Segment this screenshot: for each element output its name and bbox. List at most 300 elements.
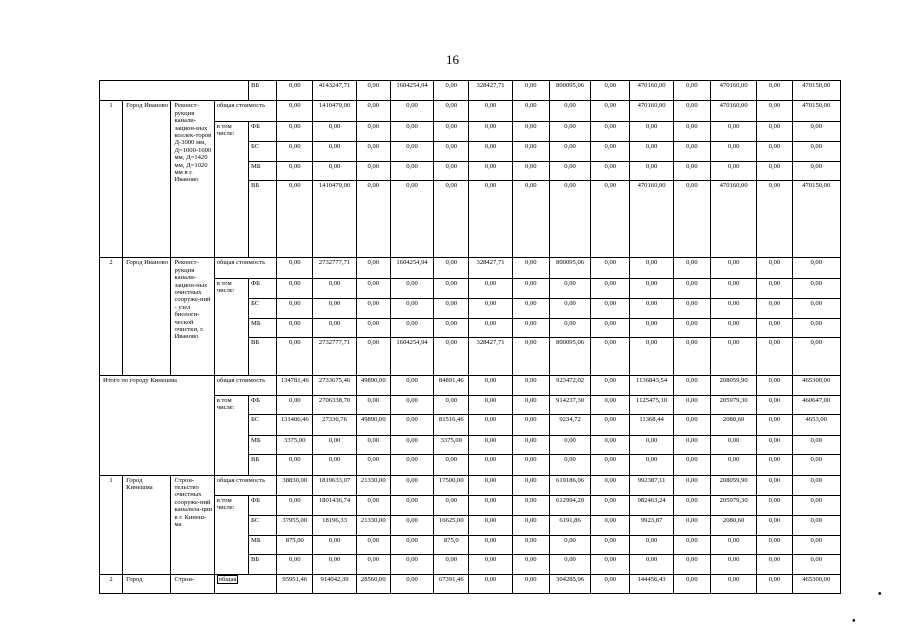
value-cell: 0,00 [549, 435, 590, 454]
blank-cell [100, 81, 249, 101]
value-cell: 1136843,54 [630, 375, 673, 395]
value-cell: 0,00 [757, 396, 792, 415]
value-cell: 0,00 [469, 516, 512, 535]
value-cell: 875,00 [277, 535, 313, 554]
value-cell: 0,00 [356, 180, 390, 258]
value-cell: 0,00 [710, 435, 756, 454]
value-cell: 0,00 [313, 299, 356, 318]
value-cell: 0,00 [792, 516, 840, 535]
value-cell: 0,00 [434, 81, 469, 101]
value-cell: 0,00 [757, 516, 792, 535]
value-cell: 17500,00 [434, 475, 469, 495]
value-cell: 0,00 [630, 161, 673, 180]
value-cell: 0,00 [673, 258, 710, 278]
value-cell: 0,00 [390, 121, 433, 141]
value-cell: 0,00 [549, 142, 590, 161]
value-cell: 0,00 [549, 455, 590, 475]
value-cell: 0,00 [512, 516, 549, 535]
value-cell: 0,00 [673, 101, 710, 121]
value-cell: 0,00 [277, 318, 313, 337]
value-cell: 0,00 [710, 258, 756, 278]
value-cell: 0,00 [434, 396, 469, 415]
value-cell: 0,00 [630, 535, 673, 554]
value-cell: 208059,90 [710, 475, 756, 495]
value-cell: 0,00 [469, 318, 512, 337]
value-cell: 0,00 [469, 396, 512, 415]
value-cell: 1801436,74 [313, 496, 356, 516]
value-cell: 0,00 [757, 415, 792, 435]
value-cell: 0,00 [673, 299, 710, 318]
value-cell: 0,00 [313, 435, 356, 454]
value-cell: 470160,00 [710, 81, 756, 101]
value-cell: 0,00 [512, 455, 549, 475]
value-cell: 16625,00 [434, 516, 469, 535]
value-cell: 0,00 [356, 101, 390, 121]
fin-source-cell: ФБ [248, 396, 276, 415]
value-cell: 304285,96 [549, 574, 590, 593]
item-number: 2 [100, 574, 123, 593]
value-cell: 0,00 [591, 101, 630, 121]
value-cell: 470150,00 [792, 81, 840, 101]
value-cell: 923472,02 [549, 375, 590, 395]
value-cell: 0,00 [757, 258, 792, 278]
total-cost-label: общая стоимость [214, 375, 276, 395]
value-cell: 0,00 [549, 161, 590, 180]
value-cell: 0,00 [356, 299, 390, 318]
value-cell: 0,00 [512, 180, 549, 258]
value-cell: 0,00 [591, 258, 630, 278]
value-cell: 0,00 [469, 375, 512, 395]
value-cell: 0,00 [356, 535, 390, 554]
value-cell: 37955,00 [277, 516, 313, 535]
value-cell: 0,00 [512, 337, 549, 375]
project-description: Строи-тельство очистных сооруже-ний канализа-ции в г. Кинеш-ма [171, 475, 214, 574]
value-cell: 0,00 [434, 142, 469, 161]
value-cell: 0,00 [356, 555, 390, 574]
value-cell: 0,00 [277, 161, 313, 180]
value-cell: 2080,60 [710, 516, 756, 535]
value-cell: 0,00 [390, 435, 433, 454]
value-cell: 0,00 [356, 496, 390, 516]
value-cell: 0,00 [434, 161, 469, 180]
value-cell: 0,00 [591, 396, 630, 415]
value-cell: 328427,71 [469, 337, 512, 375]
value-cell: 2732777,71 [313, 258, 356, 278]
fin-source-cell: ВБ [248, 337, 276, 375]
item-number: 1 [100, 475, 123, 574]
project-description: Реконст-рукция канали-зацион-ных очистных сооруже-ний - узел биологи-ческой очистки, г. Иваново [171, 258, 214, 375]
value-cell: 0,00 [313, 555, 356, 574]
value-cell: 0,00 [434, 318, 469, 337]
value-cell: 0,00 [591, 555, 630, 574]
value-cell: 0,00 [710, 299, 756, 318]
value-cell: 982463,24 [630, 496, 673, 516]
value-cell: 0,00 [313, 535, 356, 554]
table-row [100, 101, 841, 121]
value-cell: 0,00 [792, 475, 840, 495]
value-cell: 0,00 [591, 475, 630, 495]
value-cell: 0,00 [356, 161, 390, 180]
fin-source-cell: ФБ [248, 278, 276, 298]
value-cell: 0,00 [469, 142, 512, 161]
value-cell: 0,00 [512, 121, 549, 141]
value-cell: 0,00 [512, 555, 549, 574]
value-cell: 328427,71 [469, 81, 512, 101]
total-cost-label: общая стоимость [214, 258, 276, 278]
value-cell: 0,00 [434, 299, 469, 318]
value-cell: 0,00 [434, 180, 469, 258]
value-cell: 2080,60 [710, 415, 756, 435]
value-cell: 0,00 [710, 121, 756, 141]
value-cell: 0,00 [792, 455, 840, 475]
value-cell: 1125475,10 [630, 396, 673, 415]
value-cell: 0,00 [469, 475, 512, 495]
value-cell: 0,00 [792, 278, 840, 298]
value-cell: 67391,46 [434, 574, 469, 593]
value-cell: 0,00 [512, 258, 549, 278]
value-cell: 0,00 [356, 396, 390, 415]
table-row [100, 258, 841, 278]
total-cost-label [214, 574, 276, 593]
value-cell: 0,00 [673, 121, 710, 141]
value-cell: 0,00 [591, 142, 630, 161]
value-cell: 0,00 [390, 574, 433, 593]
value-cell: 0,00 [549, 180, 590, 258]
value-cell: 0,00 [512, 574, 549, 593]
table-row [100, 574, 841, 593]
value-cell: 0,00 [673, 81, 710, 101]
value-cell: 0,00 [591, 455, 630, 475]
value-cell: 1410470,00 [313, 101, 356, 121]
value-cell: 0,00 [277, 496, 313, 516]
value-cell: 470160,00 [710, 180, 756, 258]
value-cell: 0,00 [469, 121, 512, 141]
value-cell: 0,00 [512, 142, 549, 161]
value-cell: 0,00 [549, 535, 590, 554]
value-cell: 0,00 [757, 142, 792, 161]
value-cell: 1604254,94 [390, 258, 433, 278]
value-cell: 9923,87 [630, 516, 673, 535]
value-cell: 0,00 [757, 101, 792, 121]
value-cell: 0,00 [630, 435, 673, 454]
value-cell: 0,00 [792, 337, 840, 375]
value-cell: 134781,46 [277, 375, 313, 395]
value-cell: 0,00 [591, 496, 630, 516]
value-cell: 0,00 [549, 299, 590, 318]
value-cell: 0,00 [757, 180, 792, 258]
location-cell: Город [123, 574, 171, 593]
value-cell: 0,00 [757, 555, 792, 574]
value-cell: 0,00 [277, 180, 313, 258]
value-cell: 470150,00 [792, 101, 840, 121]
value-cell: 0,00 [630, 555, 673, 574]
fin-source-cell: ФБ [248, 496, 276, 516]
value-cell: 800095,06 [549, 81, 590, 101]
value-cell: 0,00 [673, 142, 710, 161]
value-cell: 0,00 [277, 299, 313, 318]
value-cell: 0,00 [630, 455, 673, 475]
fin-source-cell: ВБ [248, 180, 276, 258]
value-cell: 0,00 [710, 555, 756, 574]
value-cell: 0,00 [434, 337, 469, 375]
value-cell: 4143247,71 [313, 81, 356, 101]
value-cell: 0,00 [390, 101, 433, 121]
value-cell: 0,00 [673, 278, 710, 298]
value-cell: 0,00 [673, 396, 710, 415]
value-cell: 0,00 [434, 555, 469, 574]
value-cell: 0,00 [591, 161, 630, 180]
city-total-label: Итого по городу Кинешма [100, 375, 215, 475]
value-cell: 0,00 [792, 121, 840, 141]
value-cell: 0,00 [673, 318, 710, 337]
value-cell: 0,00 [673, 535, 710, 554]
value-cell: 0,00 [469, 435, 512, 454]
value-cell: 0,00 [390, 278, 433, 298]
item-number: 1 [100, 101, 123, 258]
value-cell: 0,00 [591, 535, 630, 554]
value-cell: 0,00 [673, 435, 710, 454]
value-cell: 0,00 [469, 415, 512, 435]
value-cell: 6191,86 [549, 516, 590, 535]
value-cell: 0,00 [277, 555, 313, 574]
value-cell: 3375,00 [434, 435, 469, 454]
value-cell: 0,00 [277, 337, 313, 375]
value-cell: 0,00 [792, 496, 840, 516]
fin-source-cell: МБ [248, 535, 276, 554]
value-cell: 0,00 [792, 258, 840, 278]
value-cell: 0,00 [710, 142, 756, 161]
financing-table [99, 80, 841, 594]
value-cell: 0,00 [630, 258, 673, 278]
value-cell: 3375,00 [277, 435, 313, 454]
location-cell: Город Кинешма [123, 475, 171, 574]
value-cell: 0,00 [390, 415, 433, 435]
value-cell: 0,00 [390, 142, 433, 161]
value-cell: 0,00 [313, 142, 356, 161]
value-cell: 0,00 [591, 435, 630, 454]
value-cell: 9234,72 [549, 415, 590, 435]
value-cell: 0,00 [356, 278, 390, 298]
value-cell: 0,00 [710, 574, 756, 593]
value-cell: 0,00 [512, 161, 549, 180]
value-cell: 1604254,94 [390, 337, 433, 375]
value-cell: 0,00 [710, 318, 756, 337]
value-cell: 1410470,00 [313, 180, 356, 258]
value-cell: 460647,00 [792, 396, 840, 415]
value-cell: 0,00 [757, 161, 792, 180]
value-cell: 0,00 [673, 455, 710, 475]
value-cell: 0,00 [434, 278, 469, 298]
value-cell: 0,00 [434, 121, 469, 141]
value-cell: 914237,30 [549, 396, 590, 415]
incl-label: в том числе: [214, 496, 248, 575]
fin-source-cell: ВБ [248, 555, 276, 574]
fin-source-cell: МБ [248, 318, 276, 337]
value-cell: 0,00 [757, 435, 792, 454]
value-cell: 11368,44 [630, 415, 673, 435]
value-cell: 0,00 [630, 318, 673, 337]
value-cell: 0,00 [710, 455, 756, 475]
stray-mark: • [878, 589, 882, 600]
value-cell: 0,00 [673, 496, 710, 516]
value-cell: 0,00 [390, 180, 433, 258]
value-cell: 0,00 [390, 516, 433, 535]
value-cell: 0,00 [469, 278, 512, 298]
value-cell: 0,00 [630, 278, 673, 298]
value-cell: 612994,20 [549, 496, 590, 516]
value-cell: 81516,46 [434, 415, 469, 435]
value-cell: 0,00 [549, 121, 590, 141]
value-cell: 0,00 [673, 337, 710, 375]
value-cell: 0,00 [512, 535, 549, 554]
value-cell: 38830,00 [277, 475, 313, 495]
fin-source-cell: БС [248, 516, 276, 535]
value-cell: 0,00 [673, 574, 710, 593]
value-cell: 0,00 [390, 475, 433, 495]
value-cell: 0,00 [390, 496, 433, 516]
page-number: 16 [446, 52, 459, 67]
value-cell: 0,00 [512, 318, 549, 337]
table-row [100, 375, 841, 395]
value-cell: 0,00 [757, 299, 792, 318]
value-cell: 144456,43 [630, 574, 673, 593]
value-cell: 0,00 [390, 555, 433, 574]
value-cell: 0,00 [591, 81, 630, 101]
value-cell: 0,00 [313, 455, 356, 475]
value-cell: 27336,76 [313, 415, 356, 435]
value-cell: 0,00 [757, 121, 792, 141]
total-cost-label: общая стоимость [214, 475, 276, 495]
value-cell: 0,00 [792, 142, 840, 161]
value-cell: 0,00 [356, 258, 390, 278]
incl-label: в том числе: [214, 121, 248, 258]
value-cell: 0,00 [277, 278, 313, 298]
value-cell: 0,00 [469, 299, 512, 318]
value-cell: 0,00 [792, 161, 840, 180]
value-cell: 0,00 [434, 455, 469, 475]
value-cell: 0,00 [512, 101, 549, 121]
fin-source-cell: ФБ [248, 121, 276, 141]
value-cell: 1819633,07 [313, 475, 356, 495]
incl-label: в том числе: [214, 396, 248, 476]
value-cell: 465300,00 [792, 574, 840, 593]
fin-source-cell: МБ [248, 161, 276, 180]
value-cell: 0,00 [313, 121, 356, 141]
value-cell: 21330,00 [356, 516, 390, 535]
value-cell: 18196,33 [313, 516, 356, 535]
value-cell: 0,00 [549, 318, 590, 337]
value-cell: 0,00 [630, 337, 673, 375]
value-cell: 0,00 [757, 278, 792, 298]
item-number: 2 [100, 258, 123, 375]
value-cell: 0,00 [757, 574, 792, 593]
value-cell: 0,00 [630, 142, 673, 161]
value-cell: 0,00 [673, 475, 710, 495]
value-cell: 470160,00 [710, 101, 756, 121]
value-cell: 0,00 [512, 375, 549, 395]
value-cell: 0,00 [710, 535, 756, 554]
value-cell: 4653,00 [792, 415, 840, 435]
value-cell: 205979,30 [710, 396, 756, 415]
value-cell: 0,00 [277, 121, 313, 141]
value-cell: 0,00 [757, 375, 792, 395]
value-cell: 0,00 [757, 475, 792, 495]
fin-source-cell: МБ [248, 435, 276, 454]
value-cell: 0,00 [390, 375, 433, 395]
value-cell: 0,00 [792, 318, 840, 337]
value-cell: 131406,46 [277, 415, 313, 435]
value-cell: 0,00 [469, 496, 512, 516]
value-cell: 0,00 [710, 278, 756, 298]
value-cell: 0,00 [757, 455, 792, 475]
value-cell: 470150,00 [792, 180, 840, 258]
value-cell: 0,00 [277, 81, 313, 101]
location-cell: Город Иваново [123, 258, 171, 375]
value-cell: 0,00 [277, 258, 313, 278]
stray-mark: • [852, 616, 856, 627]
value-cell: 95951,46 [277, 574, 313, 593]
value-cell: 0,00 [277, 455, 313, 475]
value-cell: 0,00 [591, 121, 630, 141]
value-cell: 0,00 [356, 435, 390, 454]
total-cost-label: общая стоимость [214, 101, 276, 121]
value-cell: 470160,00 [630, 81, 673, 101]
value-cell: 0,00 [757, 81, 792, 101]
value-cell: 0,00 [710, 161, 756, 180]
table-row [100, 81, 841, 101]
value-cell: 800095,06 [549, 337, 590, 375]
value-cell: 0,00 [277, 142, 313, 161]
value-cell: 0,00 [512, 396, 549, 415]
value-cell: 0,00 [591, 278, 630, 298]
table-row [100, 475, 841, 495]
value-cell: 470160,00 [630, 180, 673, 258]
value-cell: 0,00 [390, 535, 433, 554]
value-cell: 0,00 [630, 299, 673, 318]
value-cell: 2706338,70 [313, 396, 356, 415]
value-cell: 875,0 [434, 535, 469, 554]
value-cell: 0,00 [313, 278, 356, 298]
value-cell: 0,00 [277, 396, 313, 415]
value-cell: 0,00 [390, 299, 433, 318]
value-cell: 0,00 [673, 180, 710, 258]
value-cell: 914042,39 [313, 574, 356, 593]
project-description: Строи- [171, 574, 214, 593]
value-cell: 0,00 [673, 516, 710, 535]
value-cell: 0,00 [512, 81, 549, 101]
value-cell: 0,00 [469, 555, 512, 574]
value-cell: 49890,00 [356, 415, 390, 435]
value-cell: 0,00 [549, 101, 590, 121]
value-cell: 0,00 [549, 555, 590, 574]
value-cell: 0,00 [757, 318, 792, 337]
value-cell: 0,00 [673, 161, 710, 180]
value-cell: 0,00 [469, 455, 512, 475]
value-cell: 28560,00 [356, 574, 390, 593]
value-cell: 0,00 [591, 574, 630, 593]
value-cell: 2732777,71 [313, 337, 356, 375]
value-cell: 2733675,46 [313, 375, 356, 395]
value-cell: 0,00 [673, 375, 710, 395]
value-cell: 0,00 [591, 299, 630, 318]
value-cell: 205979,30 [710, 496, 756, 516]
project-description: Реконст-рукция канали-зацион-ных коллек-торов Д-3000 мм, Д=1000-1600 мм, Д=1420 мм, Д=1020 мм в г. Иваново [171, 101, 214, 258]
value-cell: 0,00 [356, 318, 390, 337]
value-cell: 0,00 [512, 415, 549, 435]
value-cell: 0,00 [792, 299, 840, 318]
total-cost-label-boxed: общая [218, 575, 237, 583]
value-cell: 0,00 [591, 516, 630, 535]
